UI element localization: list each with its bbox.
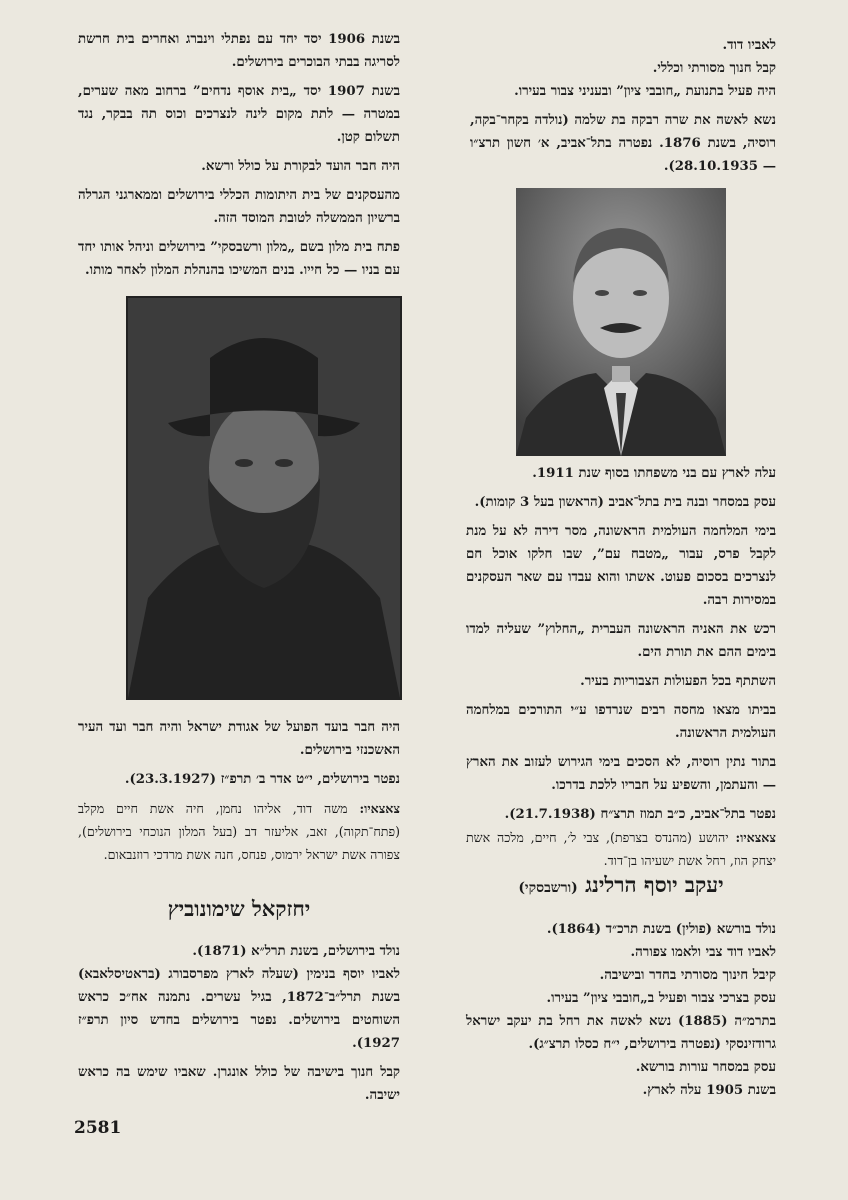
descendants-note: [78, 797, 400, 866]
descendants-note: [466, 826, 776, 872]
entry-name: יעקב יוסף הרלינג: [585, 872, 724, 897]
paragraph: רכש את האניה הראשונה העברית „החלוץ” שעליה למדו בימים ההם את תורת הים.: [466, 622, 776, 660]
entry-heading-shimonovitz: [78, 896, 400, 922]
descendants-text: יהושע (מהנדס בצרפת), צבי ל׳, חיים, מלכה אשת יצחק הוז, רחל אשת ישעיהו בן־דוד.: [466, 830, 776, 868]
paragraph: מהעסקנים של בית היתומות הכללי בירושלים וממארגני הגרלה ברשיון הממשלה לטובת המוסד הזה.: [78, 188, 400, 226]
portrait-photo-shimonovitz: [126, 296, 402, 700]
paragraph: בביתו מצאו מחסה רבים שנרדפו ע״י התורכים במלחמה העולמית הראשונה.: [466, 703, 776, 741]
paragraph: עסק בצרכי צבור ופעיל ב„חובבי ציון” בעירו.: [546, 991, 776, 1006]
paragraph: לאביו יוסף בנימין (שעלה לארץ מפרסבורג (בראטיסלאבא) בשנת תרל״ב־1872, בגיל עשרים. נתמנה אח״כ כראש השוחטים בירושלים. נפטר בירושלים בחדש סיון תרפ״ז 1927).: [78, 967, 400, 1051]
paragraph: בשנת 1906 יסד יחד עם נפתלי וינברג ואחרים בית חרשת לסריגה בבתי הבוכרים בירושלים.: [78, 32, 400, 70]
entry-name-sub: (ורשבסקי): [518, 880, 578, 896]
paragraph: בתרמ״ה (1885) נשא לאשה את רחל בת יעקב ישראל גרודזינסקי (נפטרה בירושלים, י״ח כסלו תרצ״ג).: [466, 1014, 776, 1052]
paragraph: עסק במסחר עורות בורשא.: [635, 1060, 776, 1075]
paragraph: השתתף בכל הפעולות הצבוריות בעיר.: [580, 674, 776, 689]
paragraph: קבל חנוך בישיבה של כולל אונגרן. שאביו שימש בה כראש ישיבה.: [78, 1065, 400, 1103]
paragraph: נפטר בתל־אביב, כ״ב תמוז תרצ״ח (21.7.1938).: [504, 807, 776, 822]
paragraph: נולד בירושלים, בשנת תרל״א (1871).: [192, 944, 400, 959]
left-column-top: [78, 28, 400, 288]
paragraph: היה פעיל בתנועת „חובבי ציון” ובעניני צבור בעירו.: [514, 84, 776, 99]
page-number: 2581: [74, 1118, 122, 1138]
paragraph: בתור נתין רוסיה, לא הסכים בימי הגירוש לעזוב את הארץ — והעתמן, והשפיע על חבריו ללכת בדרכו.: [466, 755, 776, 793]
paragraph: נולד בורשא (פולין) בשנת תרכ״ד (1864).: [546, 922, 776, 937]
paragraph: לאביו דוד צבי ולאמו צפורה.: [630, 945, 776, 960]
paragraph: קבל חנוך מסורתי וכללי.: [652, 61, 776, 76]
paragraph: בשנת 1905 עלה לארץ.: [642, 1083, 776, 1098]
paragraph: קיבל חינוך מסורתי בחדר ובישיבה.: [599, 968, 776, 983]
right-bio-column: [466, 918, 776, 1102]
paragraph: עלה לארץ עם בני משפחתו בסוף שנת 1911.: [532, 466, 776, 481]
entry-heading-herling: [466, 872, 776, 898]
paragraph: נפטר בירושלים, י״ט אדר ב׳ תרפ״ז (23.3.1927).: [124, 772, 400, 787]
right-column-bottom: [466, 462, 776, 878]
paragraph: בשנת 1907 יסד „בית אוסף נדחים” ברחוב מאה שערים, במטרה — לתת מקום לינה לנצרכים וכוס תה בבקר, נגד תשלום קטן.: [78, 84, 400, 145]
left-bio-column: [78, 940, 400, 1113]
descendants-text: משה דוד, אליהו נחמן, חיה אשת חיים מקלב (פתח־תקוה), זאב, אליעזר דב (בעל המלון הנוכחי בירושלים), צפורה אשת ישראל ירמוס, פנחס, חנה אשת מרדכי רוזנבאום.: [78, 801, 400, 862]
paragraph: היה חבר בועד הפועל של אגודת ישראל והיה חבר ועד העיר האשכנזי בירושלים.: [78, 720, 400, 758]
left-column-bottom: [78, 716, 400, 872]
paragraph: בימי המלחמה העולמית הראשונה, מסר דירה לא על מנת לקבל פרס, עבור „מטבח עם”, שבו חלקו אוכל חם לנצרכים בסכום פעוט. אשתו והוא עבדו עם שאר העסקנים במסירות רבה.: [466, 524, 776, 608]
paragraph: נשא לאשה את שרה רבקה בת שלמה (נולדה בקחר־בקה, רוסיה, בשנת 1876. נפטרה בתל־אביב, א׳ חשון תרצ״ו — 28.10.1935).: [470, 113, 777, 174]
entry-name: יחזקאל שימונוביץ: [167, 896, 311, 921]
right-column-top: [470, 34, 776, 184]
paragraph: היה חבר הועד לבקורת על כולל ורשא.: [201, 159, 400, 174]
paragraph: עסק במסחר ובנה בית בתל־אביב (הראשון בעל 3 קומות).: [474, 495, 776, 510]
descendants-label: צאצאיו:: [735, 830, 776, 845]
paragraph: לאביו דוד.: [722, 38, 776, 53]
descendants-label: צאצאיו:: [359, 801, 400, 816]
paragraph: פתח בית מלון בשם „מלון ורשבסקי” בירושלים וניהל אותו יחד עם בניו — כל חייו. בנים המשיכו בהנהלת המלון לאחר מותו.: [78, 240, 400, 278]
portrait-photo-herling: [516, 188, 726, 456]
